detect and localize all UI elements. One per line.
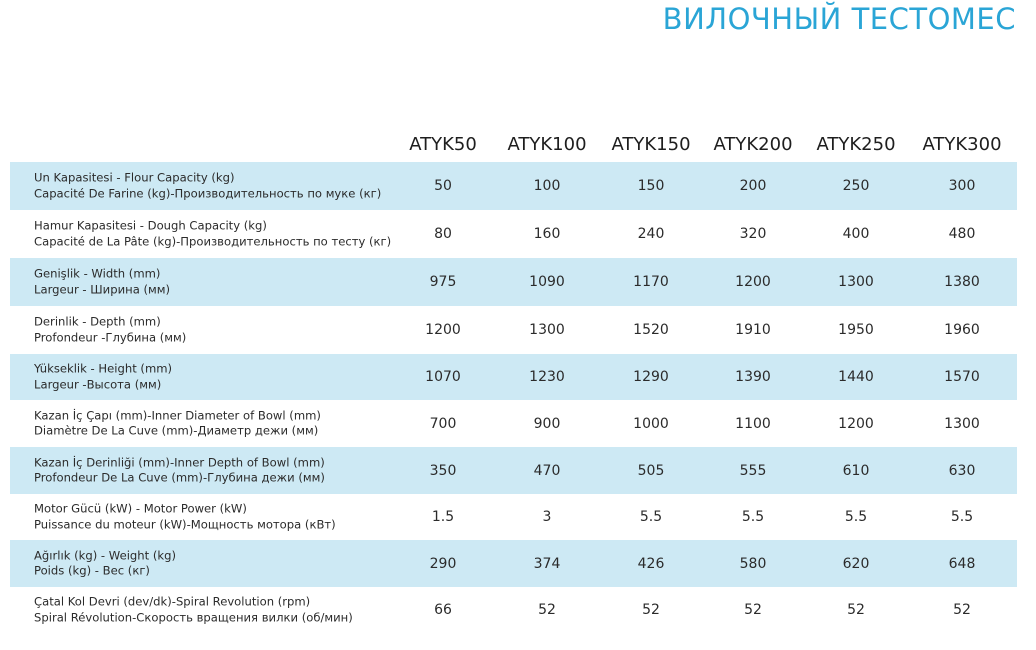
- model-header-atyk50: ATYK50: [409, 134, 477, 155]
- cell-value: 290: [429, 555, 457, 572]
- cell-value: 1290: [633, 369, 669, 385]
- row-label: [34, 595, 353, 626]
- cell-value: 250: [842, 178, 870, 194]
- row-label: [34, 362, 172, 393]
- cell-value: 1300: [529, 322, 565, 338]
- table-row: [10, 306, 1017, 354]
- cell-value: 426: [637, 555, 665, 572]
- cell-value: 200: [739, 178, 767, 194]
- row-label: [34, 502, 336, 533]
- table-row: [10, 400, 1017, 447]
- row-label-line: Puissance du moteur (kW)-Мощность мотора (кВт): [34, 517, 336, 531]
- table-row: [10, 540, 1017, 587]
- table-row: [10, 494, 1017, 540]
- cell-value: 1.5: [431, 509, 455, 525]
- cell-value: 400: [842, 226, 870, 242]
- row-label-line: Genişlik - Width (mm): [34, 266, 161, 281]
- cell-value: 505: [637, 462, 665, 479]
- model-header-atyk100: ATYK100: [507, 134, 587, 155]
- row-label-line: Çatal Kol Devri (dev/dk)-Spiral Revolution (rpm): [34, 594, 311, 609]
- cell-value: 52: [953, 602, 971, 618]
- cell-value: 100: [533, 178, 561, 194]
- cell-value: 160: [533, 226, 561, 242]
- row-label-line: Largeur - Ширина (мм): [34, 282, 171, 296]
- row-label-line: Capacité de La Pâte (kg)-Производительность по тесту (кг): [34, 234, 392, 248]
- cell-value: 975: [429, 274, 457, 290]
- cell-value: 900: [533, 415, 561, 432]
- cell-value: 1910: [735, 322, 771, 338]
- row-label: [34, 315, 186, 346]
- cell-value: 1570: [944, 369, 980, 385]
- row-label-line: Largeur -Высота (мм): [34, 377, 162, 391]
- table-row: [10, 354, 1017, 400]
- row-label: [34, 219, 391, 250]
- cell-value: 1090: [529, 274, 565, 290]
- cell-value: 1000: [633, 415, 669, 432]
- cell-value: 5.5: [639, 509, 663, 525]
- cell-value: 1230: [529, 369, 565, 385]
- row-label-line: Diamètre De La Cuve (mm)-Диаметр дежи (мм): [34, 423, 319, 438]
- model-header-atyk300: ATYK300: [922, 134, 1002, 155]
- cell-value: 150: [637, 178, 665, 194]
- cell-value: 1100: [735, 415, 771, 432]
- row-label: [34, 455, 325, 486]
- cell-value: 1520: [633, 322, 669, 338]
- cell-value: 50: [434, 178, 452, 194]
- row-label-line: Ağırlık (kg) - Weight (kg): [34, 548, 176, 562]
- cell-value: 300: [948, 178, 976, 194]
- row-label-line: Kazan İç Derinliği (mm)-Inner Depth of Bowl (mm): [34, 455, 325, 469]
- cell-value: 580: [739, 555, 767, 572]
- row-label-line: Yükseklik - Height (mm): [34, 361, 173, 376]
- cell-value: 52: [642, 602, 660, 618]
- cell-value: 480: [948, 226, 976, 242]
- row-label-line: Profondeur -Глубина (мм): [34, 330, 187, 344]
- row-label-line: Derinlik - Depth (mm): [34, 314, 161, 329]
- cell-value: 5.5: [844, 509, 868, 525]
- row-label: [34, 171, 381, 202]
- cell-value: 52: [744, 602, 762, 618]
- table-row: [10, 258, 1017, 306]
- row-label-line: Hamur Kapasitesi - Dough Capacity (kg): [34, 218, 267, 233]
- cell-value: 1380: [944, 274, 980, 290]
- cell-value: 1440: [838, 369, 874, 385]
- row-label-line: Capacité De Farine (kg)-Производительность по муке (кг): [34, 186, 382, 200]
- cell-value: 1300: [838, 274, 874, 290]
- row-label-line: Motor Gücü (kW) - Motor Power (kW): [34, 501, 247, 516]
- row-label-line: Poids (kg) - Вес (кг): [34, 563, 150, 578]
- row-label: [34, 408, 321, 439]
- cell-value: 1960: [944, 322, 980, 338]
- row-label-line: Profondeur De La Cuve (mm)-Глубина дежи (мм): [34, 470, 325, 485]
- table-row: [10, 587, 1017, 633]
- row-label-line: Un Kapasitesi - Flour Capacity (kg): [34, 170, 235, 185]
- cell-value: 648: [948, 555, 976, 572]
- model-header-atyk200: ATYK200: [713, 134, 793, 155]
- row-label-line: Kazan İç Çapı (mm)-Inner Diameter of Bowl (mm): [34, 408, 321, 422]
- cell-value: 1200: [425, 322, 461, 338]
- cell-value: 1200: [735, 274, 771, 290]
- cell-value: 5.5: [950, 509, 974, 525]
- cell-value: 620: [842, 555, 870, 572]
- page-title: ВИЛОЧНЫЙ ТЕСТОМЕС: [662, 2, 1016, 36]
- row-label-line: Spiral Révolution-Скорость вращения вилки (об/мин): [34, 610, 353, 624]
- cell-value: 52: [847, 602, 865, 618]
- cell-value: 1070: [425, 369, 461, 385]
- cell-value: 1300: [944, 415, 980, 432]
- cell-value: 1390: [735, 369, 771, 385]
- model-header-atyk250: ATYK250: [816, 134, 896, 155]
- model-header-atyk150: ATYK150: [611, 134, 691, 155]
- cell-value: 555: [739, 462, 767, 479]
- cell-value: 700: [429, 415, 457, 432]
- cell-value: 66: [434, 602, 452, 618]
- cell-value: 610: [842, 462, 870, 479]
- row-label: [34, 267, 170, 298]
- cell-value: 320: [739, 226, 767, 242]
- cell-value: 52: [538, 602, 556, 618]
- table-row: [10, 447, 1017, 494]
- cell-value: 1950: [838, 322, 874, 338]
- cell-value: 80: [434, 226, 452, 242]
- cell-value: 1200: [838, 415, 874, 432]
- cell-value: 350: [429, 462, 457, 479]
- cell-value: 5.5: [741, 509, 765, 525]
- cell-value: 3: [542, 509, 552, 525]
- table-row: [10, 210, 1017, 258]
- cell-value: 630: [948, 462, 976, 479]
- row-label: [34, 548, 176, 579]
- cell-value: 1170: [633, 274, 669, 290]
- cell-value: 470: [533, 462, 561, 479]
- table-row: [10, 162, 1017, 210]
- cell-value: 374: [533, 555, 561, 572]
- cell-value: 240: [637, 226, 665, 242]
